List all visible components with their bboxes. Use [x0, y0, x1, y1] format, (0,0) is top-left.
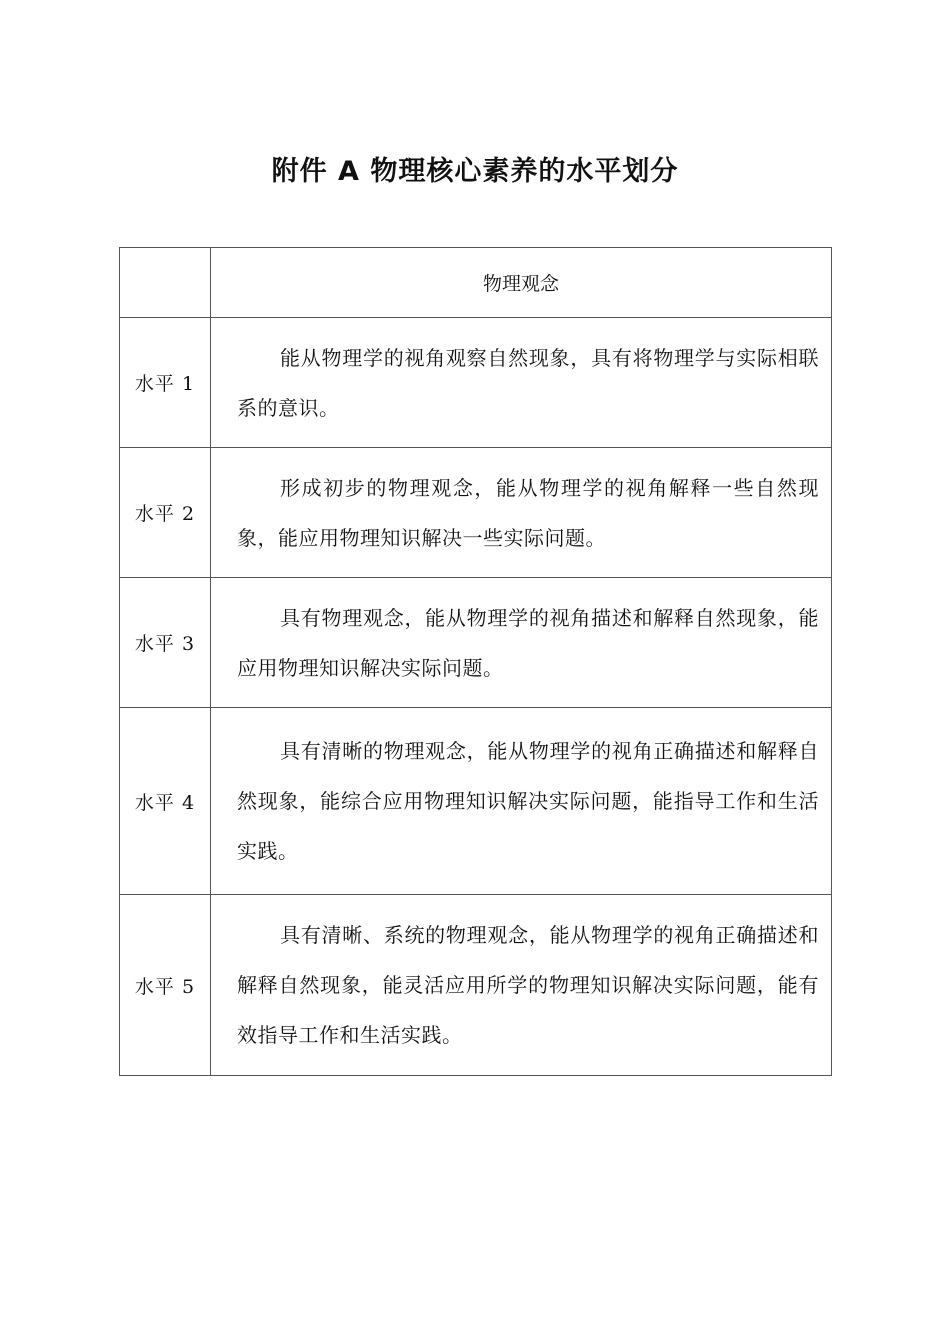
level-description: 具有物理观念，能从物理学的视角描述和解释自然现象，能应用物理知识解决实际问题。: [211, 578, 832, 708]
table-row: [120, 578, 832, 708]
page-title: 附件 A 物理核心素养的水平划分: [271, 156, 679, 187]
column-header-physics-concept: 物理观念: [211, 248, 832, 318]
table-row: [120, 708, 832, 895]
level-description: 具有清晰、系统的物理观念，能从物理学的视角正确描述和解释自然现象，能灵活应用所学的物理知识解决实际问题，能有效指导工作和生活实践。: [211, 895, 832, 1076]
level-label: 水平 2: [120, 448, 211, 578]
level-label: 水平 5: [120, 895, 211, 1076]
table-row: [120, 448, 832, 578]
levels-table: [119, 247, 832, 1076]
table-header-row: [120, 248, 832, 318]
table-row: [120, 318, 832, 448]
table-row: [120, 895, 832, 1076]
table-corner-cell: [120, 248, 211, 318]
level-label: 水平 3: [120, 578, 211, 708]
level-label: 水平 4: [120, 708, 211, 895]
level-description: 形成初步的物理观念，能从物理学的视角解释一些自然现象，能应用物理知识解决一些实际问题。: [211, 448, 832, 578]
level-description: 具有清晰的物理观念，能从物理学的视角正确描述和解释自然现象，能综合应用物理知识解决实际问题，能指导工作和生活实践。: [211, 708, 832, 895]
level-description: 能从物理学的视角观察自然现象，具有将物理学与实际相联系的意识。: [211, 318, 832, 448]
level-label: 水平 1: [120, 318, 211, 448]
